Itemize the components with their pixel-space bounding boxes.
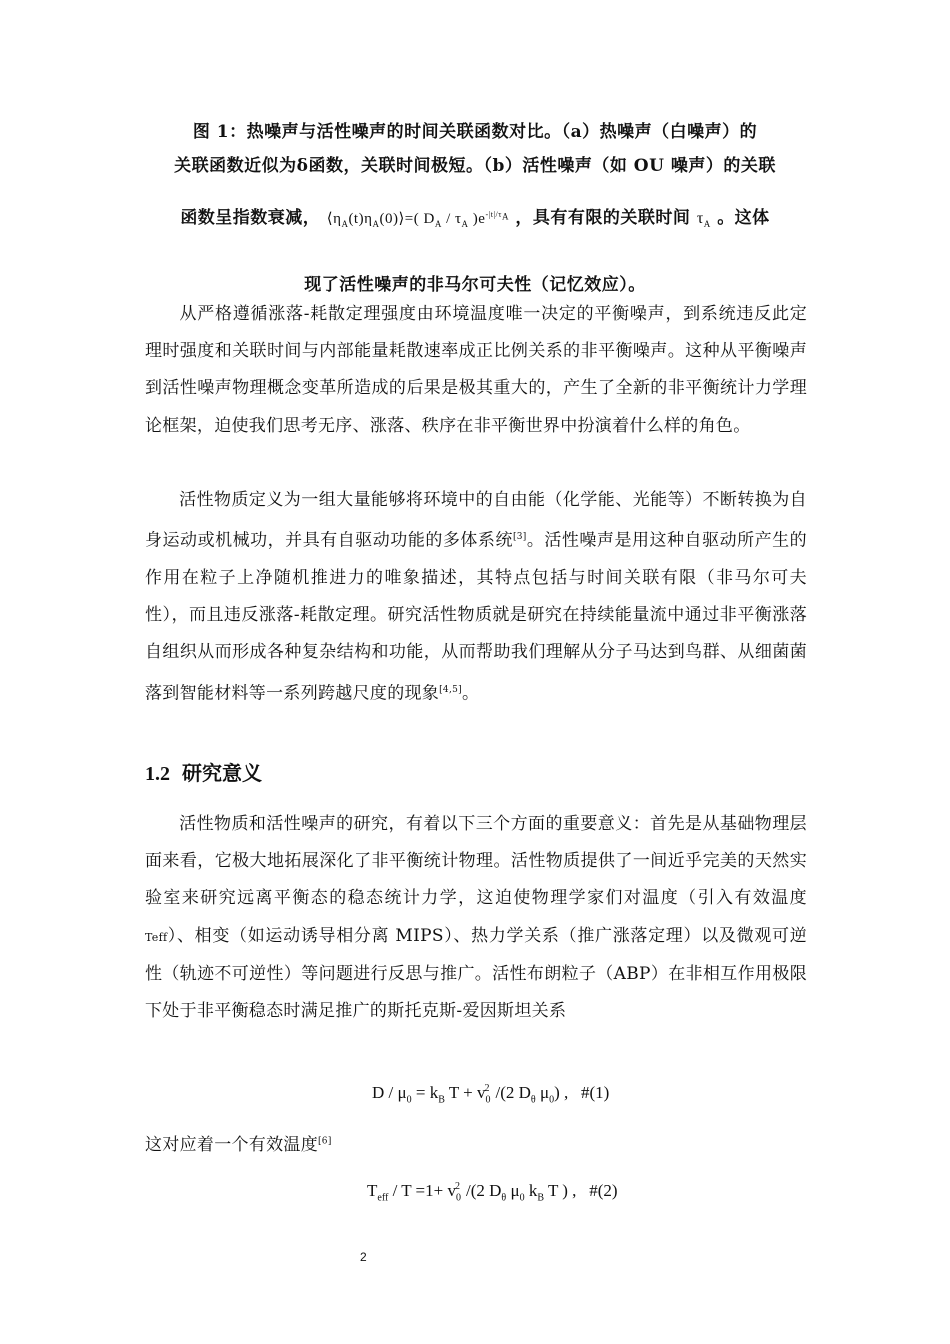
paragraph-3 <box>145 806 807 1030</box>
equation-1-label: #(1) <box>581 1083 610 1102</box>
citation-ref: [6] <box>318 1136 332 1147</box>
page-number: 2 <box>360 1250 367 1264</box>
figure-caption-line-3 <box>145 203 805 229</box>
figure-caption-line-2: 关联函数近似为δ函数，关联时间极短。（b）活性噪声（如 OU 噪声）的关联 <box>174 156 776 176</box>
figure-caption-line-1: 图 1：热噪声与活性噪声的时间关联函数对比。（a）热噪声（白噪声）的 <box>192 122 758 142</box>
paragraph-2 <box>145 482 807 713</box>
citation-ref: [3] <box>512 532 527 543</box>
correlation-formula: $⟨\eta_A(t)\eta_A(0)⟩=$( $D_A / \tau_A$ )$e^{-|t|/\tau_A}$ <box>326 210 509 229</box>
section-title: 研究意义 <box>182 763 262 785</box>
citation-ref: [4,5] <box>439 684 462 695</box>
section-number: 1.2 <box>145 763 170 785</box>
equation-2: $T_{eff} / T =1+ v_0^2$ /(2 $D_\theta$ $\mu_0$ $k_B$ T ) , #(2) <box>367 1181 618 1204</box>
paragraph-3-text: ）、相变（如运动诱导相分离 MIPS）、热力学关系（推广涨落定理）以及微观可逆性（轨迹不可逆性）等问题进行反思与推广。活性布朗粒子（ABP）在非相互作用极限下处于非平衡稳态时满足推广的斯托克斯-爱因斯坦关系 <box>145 925 807 1022</box>
section-heading <box>145 757 262 786</box>
paragraph-2-text: 。 <box>461 683 480 704</box>
caption-text: 函数呈指数衰减， <box>180 208 321 228</box>
paragraph-1 <box>145 296 807 445</box>
caption-text: 。这体 <box>717 208 770 228</box>
paragraph-2-text: 。活性噪声是用这种自驱动所产生的作用在粒子上净随机推进力的唯象描述，其特点包括与时间关联有限（非马尔可夫性），而且违反涨落-耗散定理。研究活性物质就是研究在持续能量流中通过非平衡涨落自组织从而形成各种复杂结构和功能，从而帮助我们理解从分子马达到鸟群、从细菌菌落到智能材料等一系列跨越尺度的现象 <box>145 530 807 704</box>
figure-caption-line-4: 现了活性噪声的非马尔可夫性（记忆效应）。 <box>304 275 646 295</box>
tau-symbol: $\tau_A$ <box>696 210 711 230</box>
effective-temperature-line <box>145 1130 332 1155</box>
paragraph-3-text: 活性物质和活性噪声的研究，有着以下三个方面的重要意义：首先是从基础物理层面来看，它极大地拓展深化了非平衡统计物理。活性物质提供了一间近乎完美的天然实验室来研究远离平衡态的稳态统计力学，这迫使物理学家们对温度（引入有效温度 <box>145 814 807 909</box>
equation-1: $D / \mu_0 = k_B$ $T + v_0^2$ /(2 $D_\theta$ $\mu_0$) , #(1) <box>372 1083 610 1106</box>
paragraph-2-text: 活性物质定义为一组大量能够将环境中的自由能（化学能、光能等）不断转换为自身运动或机械功，并具有自驱动功能的多体系统 <box>145 490 807 551</box>
effective-temperature-text: 这对应着一个有效温度 <box>145 1135 318 1155</box>
caption-text: ，具有有限的关联时间 <box>515 208 691 228</box>
teff-subscript: Teff <box>145 930 168 944</box>
equation-2-label: #(2) <box>589 1181 618 1200</box>
paragraph-1-text: 从严格遵循涨落-耗散定理强度由环境温度唯一决定的平衡噪声，到系统违反此定理时强度和关联时间与内部能量耗散速率成正比例关系的非平衡噪声。这种从平衡噪声到活性噪声物理概念变革所造成的后果是极其重大的，产生了全新的非平衡统计力学理论框架，迫使我们思考无序、涨落、秩序在非平衡世界中扮演着什么样的角色。 <box>145 304 807 436</box>
